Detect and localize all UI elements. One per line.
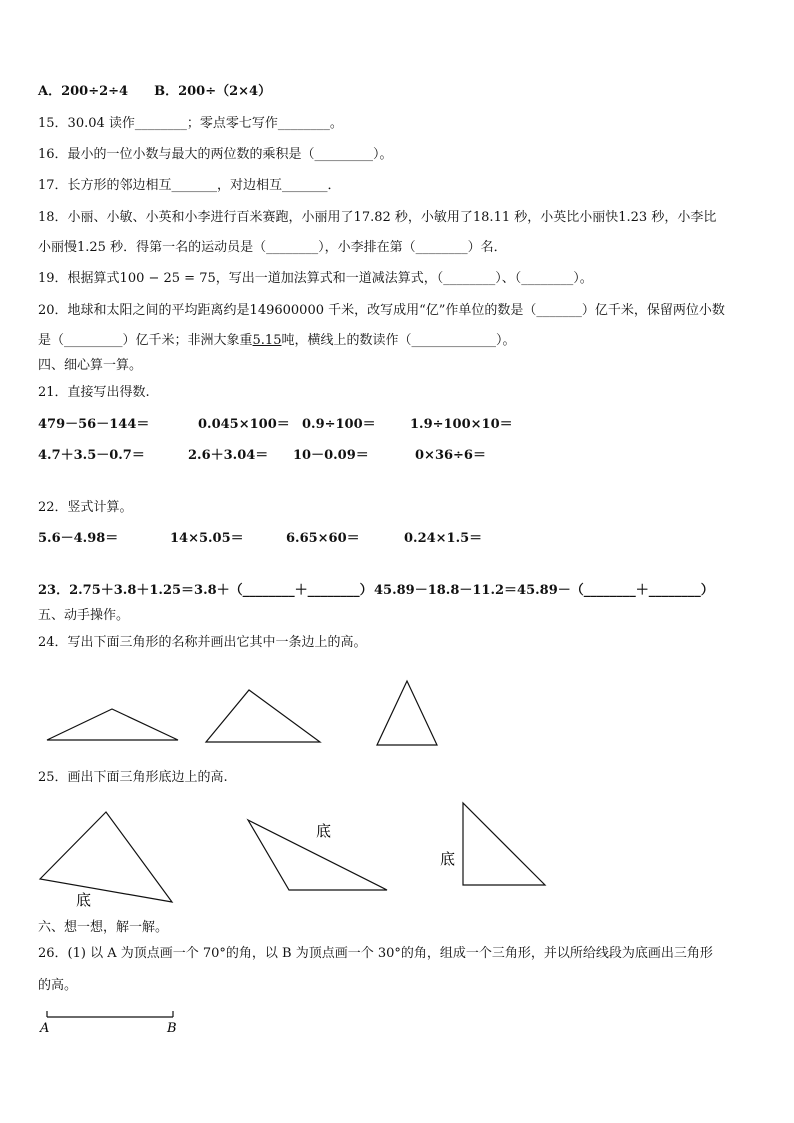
- section-4-heading: 四、细心算一算。: [38, 358, 143, 373]
- point-a-label: A: [40, 1021, 50, 1036]
- calc-item: 4.7＋3.5－0.7＝: [38, 448, 145, 463]
- calc-item: 5.6－4.98＝: [38, 531, 119, 546]
- right-triangle-base-left: [463, 803, 545, 885]
- question-23-part-b: 45.89－18.8－11.2＝45.89－（________＋________）: [374, 583, 714, 598]
- question-26-line1: 26．(1) 以 A 为顶点画一个 70°的角，以 B 为顶点画一个 30°的角，组成一个三角形，并以所给线段为底画出三角形: [38, 946, 713, 961]
- point-b-label: B: [167, 1021, 177, 1036]
- question-19: 19．根据算式100 − 25 = 75，写出一道加法算式和一道减法算式，（________）、（________）。: [38, 271, 593, 286]
- question-18-line2: 小丽慢1.25 秒．得第一名的运动员是（________），小李排在第（________）名．: [38, 240, 507, 255]
- section-6-heading: 六、想一想，解一解。: [38, 920, 169, 935]
- question-26-line2: 的高。: [38, 978, 78, 993]
- acute-triangle-base-bottom: [40, 812, 172, 902]
- acute-triangle: [377, 681, 437, 745]
- base-label-2: 底: [316, 822, 332, 840]
- obtuse-triangle-2: [206, 690, 320, 742]
- calc-item: 2.6＋3.04＝: [188, 448, 269, 463]
- calc-item: 0.24×1.5＝: [404, 531, 483, 546]
- question-21: 21．直接写出得数.: [38, 385, 150, 400]
- calc-item: 14×5.05＝: [170, 531, 244, 546]
- question-23-part-a: 23．2.75＋3.8＋1.25＝3.8＋（________＋________）: [38, 583, 373, 598]
- calc-item: 0.9÷100＝: [302, 417, 376, 432]
- q14-options: A．200÷2÷4 B．200÷（2×4）: [38, 84, 272, 99]
- question-15: 15．30.04 读作________；零点零七写作________。: [38, 116, 343, 131]
- question-17: 17．长方形的邻边相互_______，对边相互_______．: [38, 178, 341, 193]
- question-16: 16．最小的一位小数与最大的两位数的乘积是（_________）。: [38, 147, 393, 162]
- question-25: 25．画出下面三角形底边上的高.: [38, 770, 228, 785]
- base-label-3: 底: [440, 850, 456, 868]
- calc-item: 479－56－144＝: [38, 417, 150, 432]
- section-5-heading: 五、动手操作。: [38, 608, 130, 623]
- question-24: 24．写出下面三角形的名称并画出它其中一条边上的高。: [38, 635, 367, 650]
- base-label-1: 底: [76, 891, 92, 909]
- calc-item: 1.9÷100×10＝: [410, 417, 513, 432]
- calc-item: 6.65×60＝: [286, 531, 360, 546]
- obtuse-triangle: [47, 709, 178, 740]
- calc-item: 0.045×100＝: [198, 417, 290, 432]
- calc-item: 10－0.09＝: [293, 448, 369, 463]
- calc-item: 0×36÷6＝: [415, 448, 486, 463]
- question-22: 22．竖式计算。: [38, 500, 133, 515]
- question-20-line1: 20．地球和太阳之间的平均距离约是149600000 千米，改写成用“亿”作单位的数是（_______）亿千米，保留两位小数: [38, 303, 725, 318]
- q20-line2-start: 是（_________）亿千米；非洲大象重: [38, 333, 253, 348]
- question-18-line1: 18．小丽、小敏、小英和小李进行百米赛跑，小丽用了17.82 秒，小敏用了18.11 秒，小英比小丽快1.23 秒，小李比: [38, 210, 717, 225]
- q20-underlined-value: 5.15: [252, 333, 282, 348]
- q20-line2-end: 吨，横线上的数读作（_____________）。: [281, 333, 516, 348]
